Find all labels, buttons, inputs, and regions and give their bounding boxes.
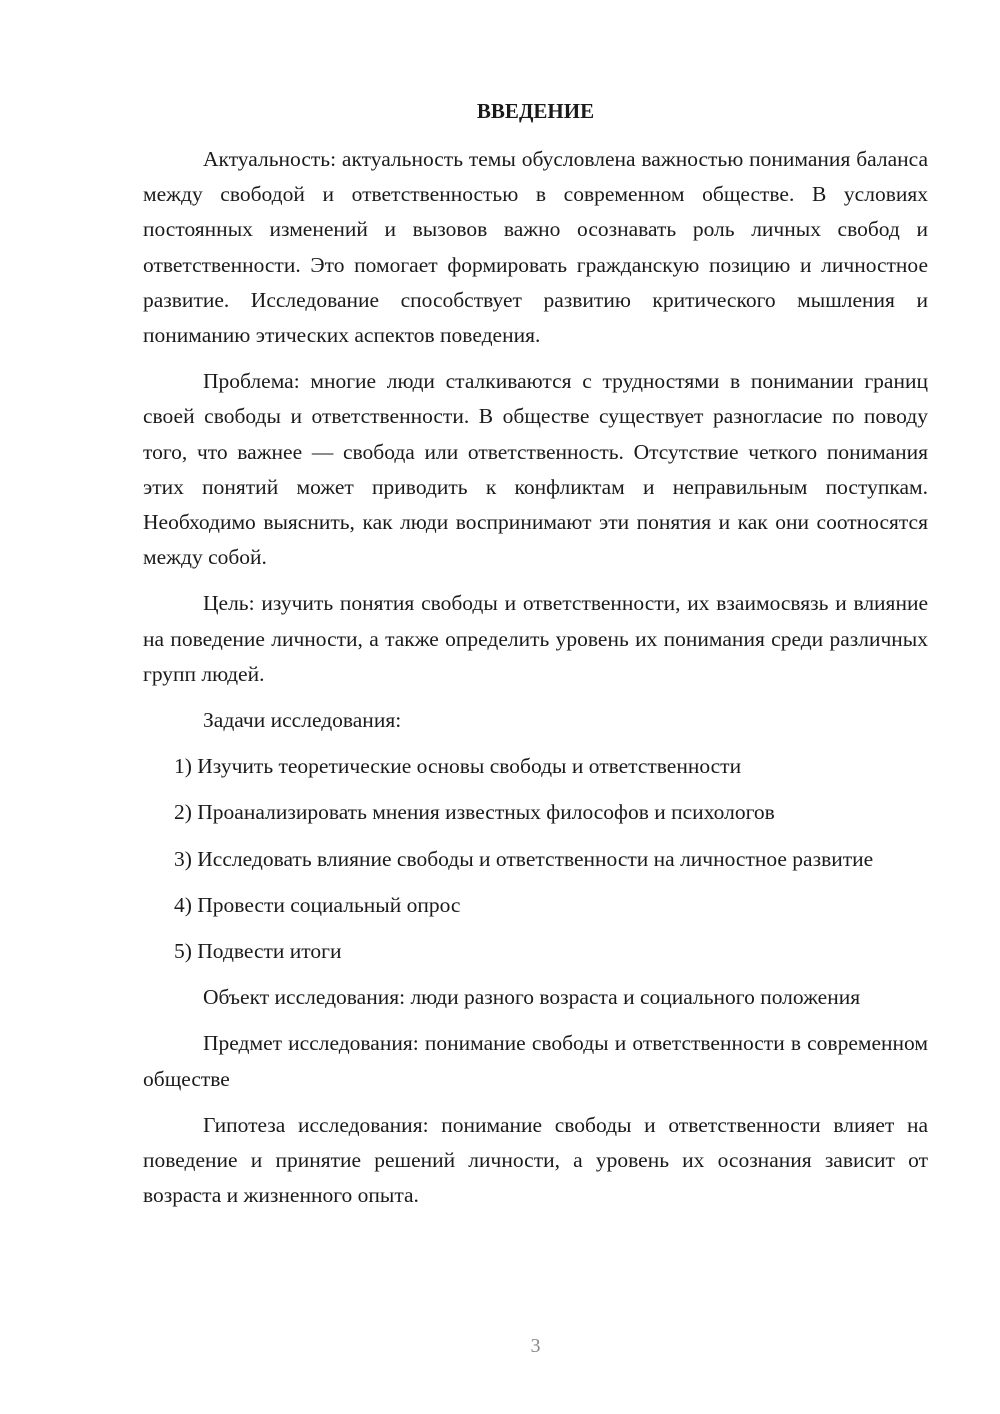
subject-paragraph: Предмет исследования: понимание свободы и ответственности в современном обществе [143, 1031, 928, 1091]
page-number: 3 [530, 1335, 541, 1357]
section-title: ВВЕДЕНИЕ [476, 99, 595, 123]
task-item-5: 5) Подвести итоги [174, 939, 342, 964]
goal-paragraph: Цель: изучить понятия свободы и ответственности, их взаимосвязь и влияние на поведение личности, а также определить уровень их понимания среди различных групп людей. [143, 591, 928, 686]
task-item-4: 4) Провести социальный опрос [174, 892, 461, 917]
task-item-1: 1) Изучить теоретические основы свободы и ответственности [174, 754, 742, 779]
task-item-3: 3) Исследовать влияние свободы и ответственности на личностное развитие [174, 846, 874, 871]
document-body [143, 142, 928, 1224]
hypothesis-paragraph: Гипотеза исследования: понимание свободы и ответственности влияет на поведение и принятие решений личности, а уровень их осознания зависит от возраста и жизненного опыта. [143, 1112, 928, 1208]
problem-paragraph: Проблема: многие люди сталкиваются с трудностями в понимании границ своей свободы и ответственности. В обществе существует разногласие по поводу того, что важнее — свобода или ответственность. Отсутствие четкого понимания этих понятий может приводить к конфликтам и неправильным поступкам. Необходимо выяснить, как люди воспринимают эти понятия и как они соотносятся между собой. [143, 369, 928, 570]
document-page [143, 0, 928, 1414]
task-item-2: 2) Проанализировать мнения известных философов и психологов [174, 800, 775, 825]
tasks-heading: Задачи исследования: [203, 708, 402, 733]
relevance-paragraph: Актуальность: актуальность темы обусловлена важностью понимания баланса между свободой и ответственностью в современном обществе. В условиях постоянных изменений и вызовов важно осознавать роль личных свобод и ответственности. Это помогает формировать гражданскую позицию и личностное развитие. Исследование способствует развитию критического мышления и пониманию этических аспектов поведения. [143, 147, 928, 348]
object-paragraph: Объект исследования: люди разного возраста и социального положения [203, 985, 861, 1010]
